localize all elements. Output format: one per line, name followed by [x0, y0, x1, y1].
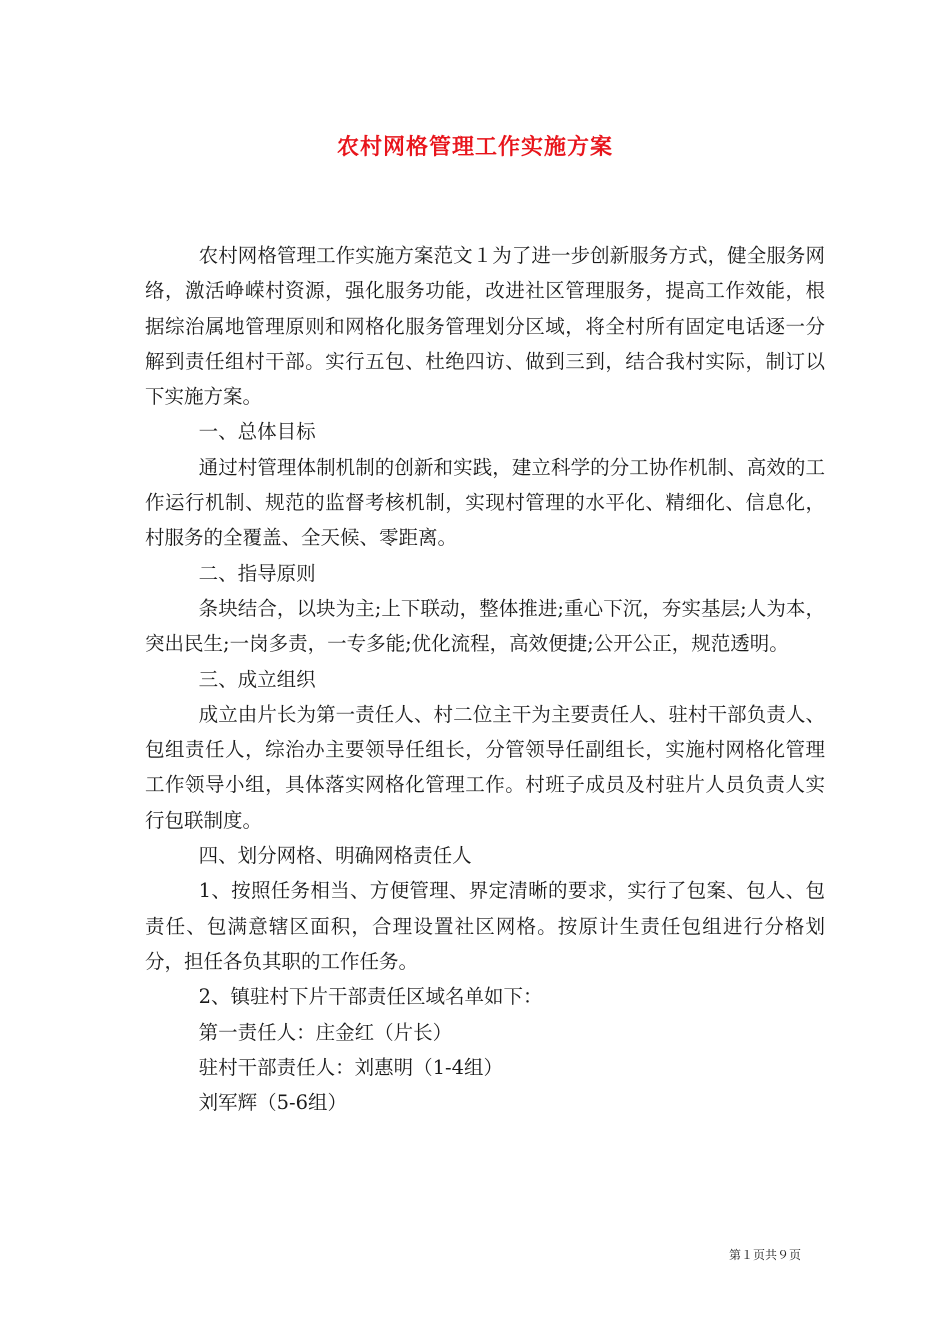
paragraph-village-cadre-2: 刘军辉（5-6组）: [198, 1091, 348, 1115]
paragraph-intro: 农村网格管理工作实施方案范文１为了进一步创新服务方式，健全服务网络，激活峥嵘村资源，强化服务功能，改进社区管理服务，提高工作效能，根据综治属地管理原则和网格化服务管理划分区域，将全村所有固定电话逐一分解到责任组村干部。实行五包、杜绝四访、做到三到，结合我村实际，制订以下实施方案。: [145, 244, 825, 409]
page-indicator: 第１页共９页: [728, 1248, 801, 1262]
paragraph-grid-division-1: 1、按照任务相当、方便管理、界定清晰的要求，实行了包案、包人、包责任、包满意辖区面积，合理设置社区网格。按原计生责任包组进行分格划分，担任各负其职的工作任务。: [145, 879, 825, 973]
paragraph-village-cadre-1: 驻村干部责任人：刘惠明（1-4组）: [198, 1055, 504, 1079]
heading-guiding-principles: 二、指导原则: [198, 561, 316, 585]
paragraph-first-responsible: 第一责任人：庄金红（片长）: [198, 1020, 453, 1044]
heading-overall-goal: 一、总体目标: [198, 420, 316, 444]
document-title: 农村网格管理工作实施方案: [336, 134, 613, 160]
paragraph-guiding-principles: 条块结合，以块为主;上下联动，整体推进;重心下沉，夯实基层;人为本，突出民生;一岗多责，一专多能;优化流程，高效便捷;公开公正，规范透明。: [145, 596, 825, 656]
paragraph-organization: 成立由片长为第一责任人、村二位主干为主要责任人、驻村干部负责人、包组责任人，综治办主要领导任组长，分管领导任副组长，实施村网格化管理工作领导小组，具体落实网格化管理工作。村班子成员及村驻片人员负责人实行包联制度。: [145, 702, 825, 832]
paragraph-overall-goal: 通过村管理体制机制的创新和实践，建立科学的分工协作机制、高效的工作运行机制、规范的监督考核机制，实现村管理的水平化、精细化、信息化，村服务的全覆盖、全天候、零距离。: [145, 455, 825, 550]
paragraph-grid-division-2: 2、镇驻村下片干部责任区域名单如下：: [198, 985, 543, 1009]
heading-grid-division: 四、划分网格、明确网格责任人: [198, 844, 472, 868]
heading-organization: 三、成立组织: [198, 667, 316, 691]
document-body: [145, 238, 825, 1120]
